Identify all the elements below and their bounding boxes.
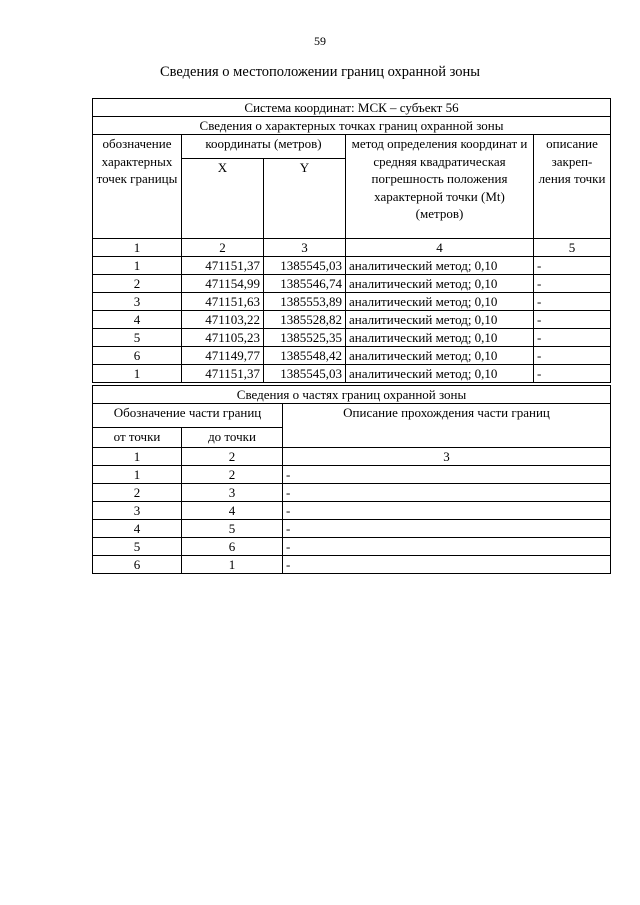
document-title: Сведения о местоположении границ охранной зоны: [159, 64, 480, 80]
desc-cell: -: [534, 365, 611, 383]
to-cell: 2: [182, 466, 283, 484]
desc-cell: -: [534, 257, 611, 275]
index-cell: 1: [93, 239, 182, 257]
to-cell: 1: [182, 556, 283, 574]
index-cell: 2: [182, 239, 264, 257]
to-cell: 6: [182, 538, 283, 556]
table-row: [93, 257, 611, 275]
from-cell: 6: [93, 556, 182, 574]
table-row: [93, 365, 611, 383]
x-cell: 471103,22: [182, 311, 264, 329]
method-cell: аналитический метод; 0,10: [346, 257, 534, 275]
point-cell: 1: [93, 365, 182, 383]
boundary-parts-table: [92, 385, 611, 574]
point-cell: 5: [93, 329, 182, 347]
x-cell: 471151,37: [182, 365, 264, 383]
y-cell: 1385548,42: [264, 347, 346, 365]
to-cell: 3: [182, 484, 283, 502]
part-desc-cell: -: [283, 466, 611, 484]
index-cell: 3: [264, 239, 346, 257]
method-cell: аналитический метод; 0,10: [346, 275, 534, 293]
point-cell: 4: [93, 311, 182, 329]
table-row: [93, 484, 611, 502]
table-row: [93, 329, 611, 347]
part-desc-cell: -: [283, 502, 611, 520]
table-row: [93, 466, 611, 484]
from-cell: 1: [93, 466, 182, 484]
part-desc-cell: -: [283, 556, 611, 574]
to-cell: 5: [182, 520, 283, 538]
to-cell: 4: [182, 502, 283, 520]
index-cell: 2: [182, 448, 283, 466]
col-from-header: от точки: [93, 428, 182, 448]
x-cell: 471154,99: [182, 275, 264, 293]
table-row: [93, 538, 611, 556]
method-cell: аналитический метод; 0,10: [346, 347, 534, 365]
coordinate-system-header: Система координат: МСК – субъект 56: [93, 99, 611, 117]
from-cell: 3: [93, 502, 182, 520]
boundary-points-table: [92, 98, 611, 383]
desc-cell: -: [534, 329, 611, 347]
table-row: [93, 347, 611, 365]
from-cell: 5: [93, 538, 182, 556]
col-y-header: Y: [264, 159, 346, 239]
point-cell: 1: [93, 257, 182, 275]
point-cell: 6: [93, 347, 182, 365]
desc-cell: -: [534, 311, 611, 329]
part-desc-cell: -: [283, 520, 611, 538]
col-desc-header: описание закреп-ления точки: [534, 135, 611, 239]
from-cell: 4: [93, 520, 182, 538]
index-cell: 1: [93, 448, 182, 466]
x-cell: 471151,63: [182, 293, 264, 311]
col-point-header: обозначение характерных точек границы: [93, 135, 182, 239]
parts-section-header: Сведения о частях границ охранной зоны: [93, 386, 611, 404]
from-cell: 2: [93, 484, 182, 502]
index-cell: 4: [346, 239, 534, 257]
y-cell: 1385528,82: [264, 311, 346, 329]
col-coords-header: координаты (метров): [182, 135, 346, 159]
page-number: 59: [314, 34, 326, 48]
desc-cell: -: [534, 293, 611, 311]
x-cell: 471149,77: [182, 347, 264, 365]
index-row: [93, 239, 611, 257]
table-row: [93, 293, 611, 311]
table-row: [93, 275, 611, 293]
x-cell: 471105,23: [182, 329, 264, 347]
table-row: [93, 311, 611, 329]
col-to-header: до точки: [182, 428, 283, 448]
table-row: [93, 520, 611, 538]
method-cell: аналитический метод; 0,10: [346, 293, 534, 311]
part-desc-cell: -: [283, 538, 611, 556]
col-part-header: Обозначение части границ: [93, 404, 283, 428]
y-cell: 1385546,74: [264, 275, 346, 293]
desc-cell: -: [534, 347, 611, 365]
y-cell: 1385545,03: [264, 365, 346, 383]
table-row: [93, 556, 611, 574]
desc-cell: -: [534, 275, 611, 293]
part-desc-cell: -: [283, 484, 611, 502]
y-cell: 1385545,03: [264, 257, 346, 275]
col-part-desc-header: Описание прохождения части границ: [283, 404, 611, 448]
table-row: [93, 502, 611, 520]
index-cell: 5: [534, 239, 611, 257]
col-method-header: метод определения координат и средняя квадратическая погрешность положения характерной точки (Mt) (метров): [346, 135, 534, 239]
index-cell: 3: [283, 448, 611, 466]
method-cell: аналитический метод; 0,10: [346, 329, 534, 347]
index-row: [93, 448, 611, 466]
y-cell: 1385525,35: [264, 329, 346, 347]
point-cell: 3: [93, 293, 182, 311]
x-cell: 471151,37: [182, 257, 264, 275]
point-cell: 2: [93, 275, 182, 293]
method-cell: аналитический метод; 0,10: [346, 311, 534, 329]
y-cell: 1385553,89: [264, 293, 346, 311]
method-cell: аналитический метод; 0,10: [346, 365, 534, 383]
col-x-header: X: [182, 159, 264, 239]
points-section-header: Сведения о характерных точках границ охранной зоны: [93, 117, 611, 135]
